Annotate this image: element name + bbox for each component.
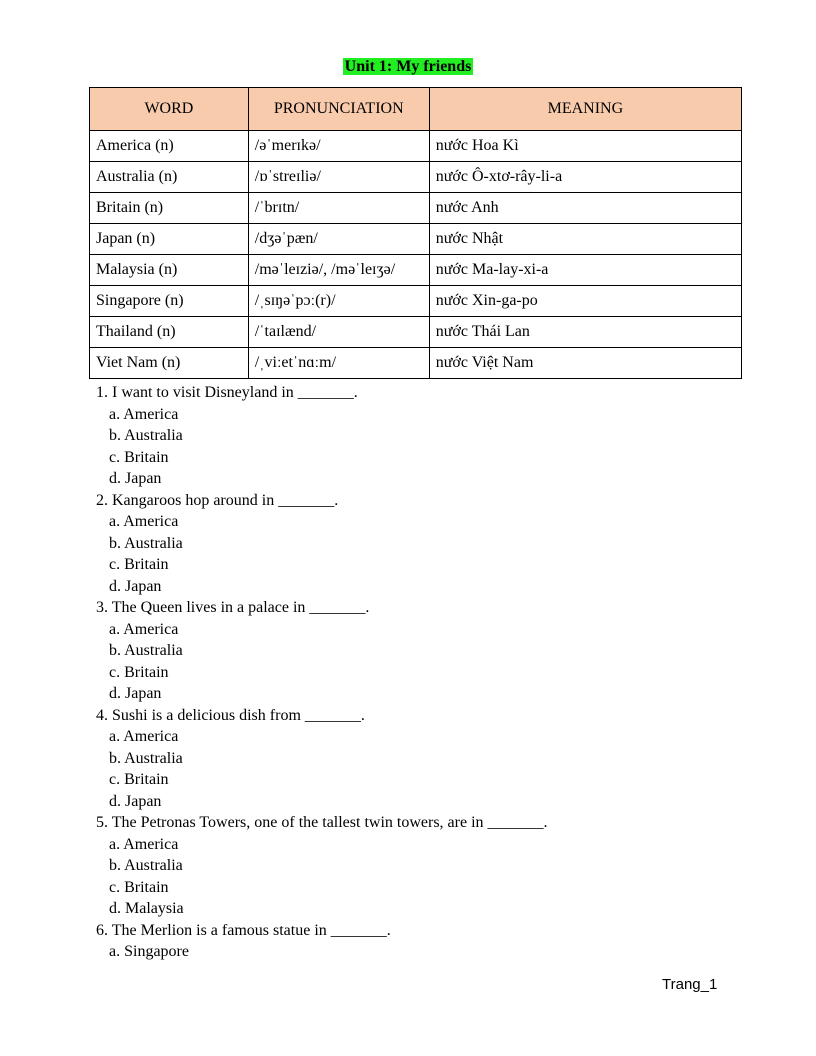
header-word: WORD bbox=[90, 88, 249, 131]
meaning-cell: nước Anh bbox=[429, 193, 741, 224]
meaning-cell: nước Thái Lan bbox=[429, 317, 741, 348]
word-cell: Thailand (n) bbox=[90, 317, 249, 348]
meaning-cell: nước Ô-xtơ-rây-li-a bbox=[429, 162, 741, 193]
answer-option: a. America bbox=[109, 405, 179, 423]
word-cell: Viet Nam (n) bbox=[90, 348, 249, 379]
vocabulary-table bbox=[89, 87, 742, 379]
answer-option: b. Australia bbox=[109, 749, 183, 767]
answer-option: c. Britain bbox=[109, 448, 169, 466]
meaning-cell: nước Ma-lay-xi-a bbox=[429, 255, 741, 286]
pronunciation-cell: /ˈbrɪtn/ bbox=[248, 193, 429, 224]
question-text: 2. Kangaroos hop around in _______. bbox=[96, 491, 339, 509]
table-row bbox=[90, 317, 742, 348]
answer-option: d. Japan bbox=[109, 792, 162, 810]
header-pronunciation: PRONUNCIATION bbox=[248, 88, 429, 131]
page-title bbox=[0, 56, 816, 78]
answer-option: b. Australia bbox=[109, 642, 183, 659]
question-item bbox=[96, 920, 548, 963]
answer-option: c. Britain bbox=[109, 556, 169, 573]
pronunciation-cell: /ˌviːetˈnɑːm/ bbox=[248, 348, 429, 379]
meaning-cell: nước Xin-ga-po bbox=[429, 286, 741, 317]
question-text: 4. Sushi is a delicious dish from _______. bbox=[96, 706, 365, 724]
page-number: Trang_1 bbox=[662, 976, 718, 993]
pronunciation-cell: /əˈmerɪkə/ bbox=[248, 131, 429, 162]
answer-option: a. America bbox=[109, 728, 179, 745]
answer-option: a. America bbox=[109, 835, 179, 853]
pronunciation-cell: /ˌsɪŋəˈpɔː(r)/ bbox=[248, 286, 429, 317]
answer-option: b. Australia bbox=[109, 857, 183, 874]
word-cell: Japan (n) bbox=[90, 224, 249, 255]
word-cell: Britain (n) bbox=[90, 193, 249, 224]
question-text: 6. The Merlion is a famous statue in _______. bbox=[96, 921, 391, 939]
answer-option: a. America bbox=[109, 620, 179, 638]
question-text: 5. The Petronas Towers, one of the tallest twin towers, are in _______. bbox=[96, 814, 548, 831]
meaning-cell: nước Nhật bbox=[429, 224, 741, 255]
pronunciation-cell: /ˈtaɪlænd/ bbox=[248, 317, 429, 348]
question-item bbox=[96, 490, 548, 598]
table-row bbox=[90, 224, 742, 255]
table-row bbox=[90, 286, 742, 317]
answer-option: d. Malaysia bbox=[109, 900, 184, 917]
meaning-cell: nước Hoa Kì bbox=[429, 131, 741, 162]
table-row bbox=[90, 162, 742, 193]
answer-option: d. Japan bbox=[109, 685, 162, 702]
table-body bbox=[90, 131, 742, 379]
pronunciation-cell: /ɒˈstreɪliə/ bbox=[248, 162, 429, 193]
question-item bbox=[96, 705, 548, 813]
answer-option: c. Britain bbox=[109, 663, 169, 681]
answer-option: d. Japan bbox=[109, 577, 162, 595]
question-text: 3. The Queen lives in a palace in _______. bbox=[96, 599, 370, 616]
answer-option: d. Japan bbox=[109, 470, 162, 487]
word-cell: Singapore (n) bbox=[90, 286, 249, 317]
header-meaning: MEANING bbox=[429, 88, 741, 131]
table-header-row bbox=[90, 88, 742, 131]
title-text: Unit 1: My friends bbox=[344, 58, 472, 75]
table-row bbox=[90, 348, 742, 379]
word-cell: America (n) bbox=[90, 131, 249, 162]
answer-option: c. Britain bbox=[109, 771, 169, 788]
answer-option: b. Australia bbox=[109, 534, 183, 552]
answer-option: a. Singapore bbox=[109, 943, 189, 960]
word-cell: Malaysia (n) bbox=[90, 255, 249, 286]
question-item bbox=[96, 812, 548, 920]
table-row bbox=[90, 255, 742, 286]
table-row bbox=[90, 131, 742, 162]
question-item bbox=[96, 597, 548, 705]
table-row bbox=[90, 193, 742, 224]
answer-option: b. Australia bbox=[109, 427, 183, 444]
pronunciation-cell: /dʒəˈpæn/ bbox=[248, 224, 429, 255]
word-cell: Australia (n) bbox=[90, 162, 249, 193]
meaning-cell: nước Việt Nam bbox=[429, 348, 741, 379]
pronunciation-cell: /məˈleɪziə/, /məˈleɪʒə/ bbox=[248, 255, 429, 286]
question-text: 1. I want to visit Disneyland in _______. bbox=[96, 384, 358, 401]
answer-option: c. Britain bbox=[109, 878, 169, 896]
question-item bbox=[96, 382, 548, 490]
question-list bbox=[96, 382, 548, 963]
answer-option: a. America bbox=[109, 513, 179, 530]
